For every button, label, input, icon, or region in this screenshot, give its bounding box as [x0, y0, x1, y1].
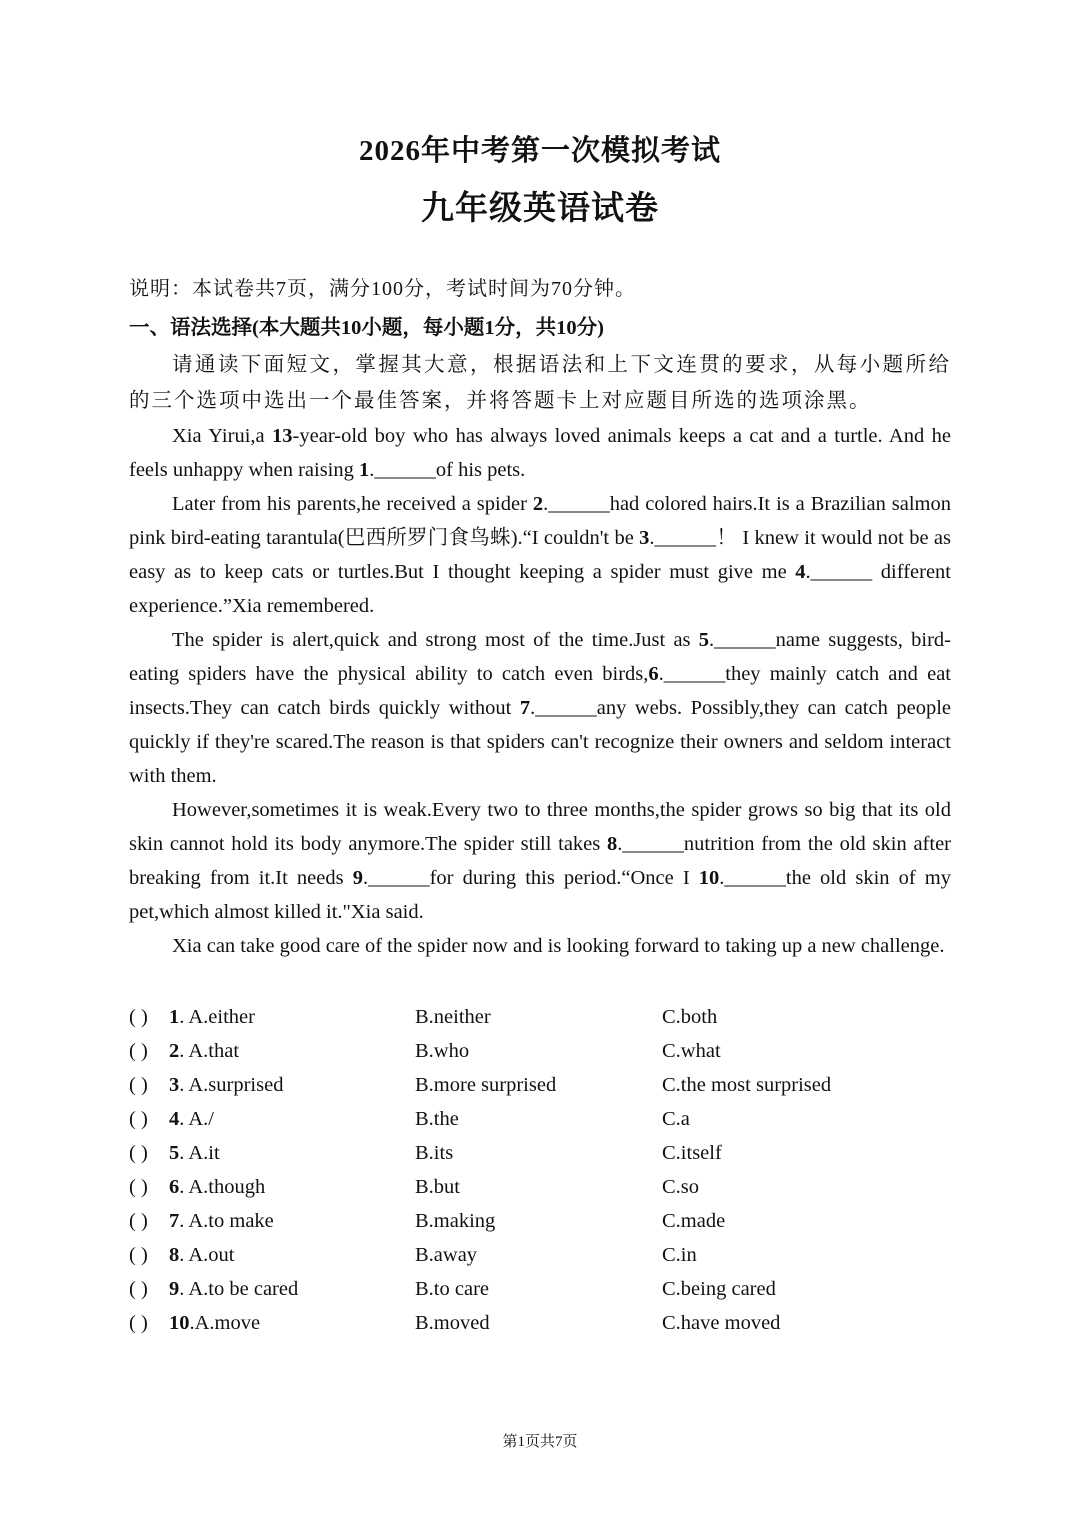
question-number: 2: [169, 1040, 180, 1062]
option-a: A.surprised: [188, 1074, 284, 1096]
answer-bracket[interactable]: ( ): [129, 1210, 148, 1232]
question-row: ( ) 10.A.move B.moved C.have moved: [129, 1306, 959, 1340]
answer-bracket[interactable]: ( ): [129, 1312, 148, 1334]
option-c: C.the most surprised: [662, 1074, 832, 1096]
blank-number: 9: [352, 867, 363, 889]
option-a: A./: [188, 1108, 214, 1130]
option-c: C.so: [662, 1176, 700, 1198]
question-number: 1: [169, 1006, 180, 1028]
option-c: C.being cared: [662, 1278, 776, 1300]
exam-instructions: 说明：本试卷共7页，满分100分，考试时间为70分钟。: [129, 278, 636, 300]
answer-bracket[interactable]: ( ): [129, 1176, 148, 1198]
option-b: B.but: [415, 1176, 460, 1198]
option-c: C.a: [662, 1108, 690, 1130]
blank-number: 1: [359, 459, 370, 481]
page-footer: 第1页共7页: [502, 1434, 578, 1450]
question-row: ( ) 9. A.to be cared B.to care C.being cared: [129, 1272, 959, 1306]
exam-subtitle: 九年级英语试卷: [421, 191, 659, 227]
blank-number: 6: [648, 663, 659, 685]
option-a: A.to make: [188, 1210, 274, 1232]
passage-paragraph-4: However,sometimes it is weak.Every two to three months,the spider grows so big that its old skin cannot hold its body anymore.The spider still takes 8.______nutrition from the old skin after breaking from it.It needs 9.______for during this period.“Once I 10.______the old skin of my pet,which almost killed it."Xia said.: [129, 799, 951, 923]
answer-bracket[interactable]: ( ): [129, 1040, 148, 1062]
option-c: C.in: [662, 1244, 697, 1266]
question-number: 8: [169, 1244, 180, 1266]
answer-bracket[interactable]: ( ): [129, 1074, 148, 1096]
question-row: ( ) 5. A.it B.its C.itself: [129, 1136, 959, 1170]
option-c: C.itself: [662, 1142, 722, 1164]
passage-paragraph-3: The spider is alert,quick and strong most of the time.Just as 5.______name suggests, bird-eating spiders have the physical ability to catch even birds,6.______they mainly catch and eat insects.They can catch birds quickly without 7.______any webs. Possibly,they can catch people quickly if they're scared.The reason is that spiders can't recognize their owners and seldom interact with them.: [129, 629, 951, 787]
question-row: ( ) 6. A.though B.but C.so: [129, 1170, 959, 1204]
answer-bracket[interactable]: ( ): [129, 1244, 148, 1266]
section-directions: 请通读下面短文，掌握其大意，根据语法和上下文连贯的要求，从每小题所给的三个选项中选出一个最佳答案，并将答题卡上对应题目所选的选项涂黑。: [129, 354, 951, 412]
question-row: ( ) 8. A.out B.away C.in: [129, 1238, 959, 1272]
option-a: A.either: [188, 1006, 255, 1028]
question-number: 7: [169, 1210, 180, 1232]
option-b: B.its: [415, 1142, 454, 1164]
option-a: A.that: [188, 1040, 240, 1062]
option-a: A.though: [188, 1176, 266, 1198]
option-b: B.to care: [415, 1278, 489, 1300]
question-row: ( ) 2. A.that B.who C.what: [129, 1034, 959, 1068]
option-b: B.moved: [415, 1312, 490, 1334]
answer-bracket[interactable]: ( ): [129, 1006, 148, 1028]
passage-paragraph-5: Xia can take good care of the spider now and is looking forward to taking up a new challenge.: [172, 935, 945, 957]
blank-number: 8: [607, 833, 618, 855]
question-number: 5: [169, 1142, 180, 1164]
question-number: 4: [169, 1108, 180, 1130]
option-c: C.both: [662, 1006, 718, 1028]
passage-body: [129, 347, 951, 963]
section-heading: 一、语法选择(本大题共10小题，每小题1分，共10分): [129, 317, 604, 339]
answer-bracket[interactable]: ( ): [129, 1142, 148, 1164]
blank-number: 3: [639, 527, 650, 549]
option-c: C.made: [662, 1210, 726, 1232]
question-row: ( ) 4. A./ B.the C.a: [129, 1102, 959, 1136]
option-c: C.what: [662, 1040, 721, 1062]
question-number: 9: [169, 1278, 180, 1300]
option-b: B.more surprised: [415, 1074, 557, 1096]
question-row: ( ) 3. A.surprised B.more surprised C.the most surprised: [129, 1068, 959, 1102]
option-a: A.move: [194, 1312, 261, 1334]
option-b: B.neither: [415, 1006, 491, 1028]
option-a: A.it: [188, 1142, 220, 1164]
passage-paragraph-2: Later from his parents,he received a spider 2.______had colored hairs.It is a Brazilian salmon pink bird-eating tarantula(巴西所罗门食鸟蛛).“I couldn't be 3.______！ I knew it would not be as easy as to keep cats or turtles.But I thought keeping a spider must give me 4.______ different experience.”Xia remembered.: [129, 493, 952, 617]
option-b: B.the: [415, 1108, 459, 1130]
blank-number: 10: [698, 867, 720, 889]
option-c: C.have moved: [662, 1312, 781, 1334]
answer-bracket[interactable]: ( ): [129, 1278, 148, 1300]
option-a: A.out: [188, 1244, 235, 1266]
option-a: A.to be cared: [188, 1278, 299, 1300]
blank-number: 5: [698, 629, 710, 651]
exam-title: 2026年中考第一次模拟考试: [358, 135, 721, 167]
answer-bracket[interactable]: ( ): [129, 1108, 148, 1130]
option-b: B.who: [415, 1040, 470, 1062]
question-number: 3: [169, 1074, 180, 1096]
question-number: 6: [169, 1176, 180, 1198]
option-b: B.away: [415, 1244, 478, 1266]
blank-number: 7: [519, 697, 531, 719]
question-row: ( ) 1. A.either B.neither C.both: [129, 1000, 959, 1034]
question-number: 10: [169, 1312, 190, 1334]
passage-paragraph-1: Xia Yirui,a 13-year-old boy who has always loved animals keeps a cat and a turtle. And he feels unhappy when raising 1.______of his pets.: [129, 425, 951, 481]
option-b: B.making: [415, 1210, 496, 1232]
blank-number: 2: [532, 493, 544, 515]
blank-number: 4: [795, 561, 806, 583]
question-row: ( ) 7. A.to make B.making C.made: [129, 1204, 959, 1238]
